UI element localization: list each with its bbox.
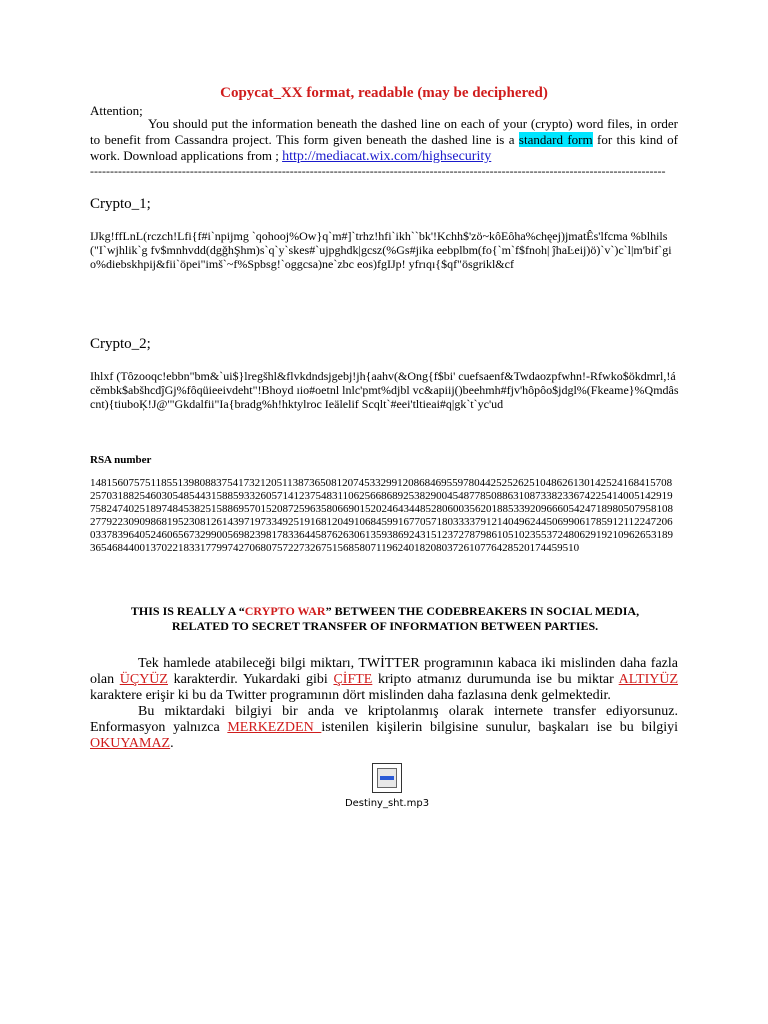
tr-p2-a: Bu miktardaki bilgiyi bir anda ve kriptolanmış olarak internete transfer ediyorsunuz. Enformasyon yalnızca (90, 704, 678, 735)
attention-label: Attention; (90, 103, 143, 118)
crypto2-label: Crypto_2; (90, 336, 151, 352)
tr-word-cifte: ÇİFTE (333, 672, 373, 687)
tr-p1-a: Tek hamlede atabileceği bilgi miktarı, TWİTTER programının kabaca iki mislinden daha fazla olan (90, 656, 678, 687)
war-highlight: CRYPTO WAR (244, 604, 326, 618)
tr-p2-b: istenilen kişilerin bilgisine sunulur, başkaları ise bu bilgiyi (321, 720, 679, 735)
rsa-number: 1481560757511855139808837541732120511387365081207453329912086846955978044252526251048626130142524168415708257031882546030548544315885933260571412375483110625668689253829004548778508863108733823367422541400514291975824740251897484538251588695701520872596358066901520246434485280600356201885339209666054247189805079581082779223090986819523081261439719733492519168120491068459916770571803333791214049624450699061785912112247206033783964052460656732990056982398178336445876263061359386924315123727879861051023553724806291921096265318936546844001370221833177997427068075722732675156858071196240182080372610776428520174459510 (90, 477, 673, 554)
crypto1-text: IJkg!ffLnL(rczch!Lfi{f#i`npijmg `qohooj%Ow}q`m#]`trhz!hfi`ikh``bk'!Kchh$'zö~kôEôha%chęej)jmatÊs'lfcma %blhils("I`wjhlik`g fv$mnhvdd(dgǧhŞhm)s`q`y`skes#`ujpghdk|gcsz(%Gs#jika eebplbm(fo{`m`f$fnoh| ĵhaĿeij)ö)`v`)c`l|m'bif`gio%diebskhpij&fii`öpei"imš`~f%Spbsg!`oggcsa)ne`zbc eos)fgIJp! yfrıqı{$qf"ösgrikl&cf (90, 229, 672, 271)
turkish-paragraph-2 (90, 704, 678, 752)
tr-p1-d: karaktere erişir ki bu da Twitter programının dört mislinden daha fazlasına denk gelmektedir. (90, 688, 611, 703)
turkish-text (90, 656, 678, 752)
intro-paragraph (90, 116, 678, 165)
tr-p1-c: kripto atmanız durumunda ise bu miktar (372, 672, 619, 687)
document-title: Copycat_XX format, readable (may be deciphered) (220, 85, 548, 101)
rsa-label: RSA number (90, 454, 152, 466)
intro-text: You should put the information beneath the dashed line on each of your (crypto) word files, in order to benefit from Cassandra project. This form given beneath the dashed line is a (90, 116, 678, 147)
download-link[interactable]: http://mediacat.wix.com/highsecurity (282, 149, 492, 164)
dashed-separator: ------------------------------------------------------------------------------------------------------------------------------------------------ (90, 164, 666, 178)
turkish-paragraph-1 (90, 656, 678, 704)
tr-p1-b: karakterdir. Yukardaki gibi (167, 672, 334, 687)
highlighted-standard-form: standard form (518, 132, 593, 147)
war-prefix: THIS IS REALLY A “ (130, 604, 245, 618)
war-suffix: ” BETWEEN THE CODEBREAKERS IN SOCIAL MEDIA, RELATED TO SECRET TRANSFER OF INFORMATION BETWEEN PARTIES. (171, 604, 640, 633)
tr-word-ucyuz: ÜÇYÜZ (119, 672, 168, 687)
audio-file-icon[interactable] (372, 763, 402, 793)
tr-word-okuyamaz: OKUYAMAZ (90, 736, 171, 751)
crypto2-text: Ihlxf (Tôzooqc!ebbn"bm&`ui$}lregšhl&flvkdndsjgebj!jh{aahv(&Ong{f$bi' cuefsaenf&Twdaozpfwhn!-Rfwko$ökdmrl,!ácěmbk$abšhcdĵGj%fôqüieeivdeht"!Bhoyd ıio#oetnl lnlc'pmt%djbl vc&apiij()beehmh#fjv'hôpôo$jdgl%(Fkeame}%Qmdâscnt){tiuboĶ!J@'"Gkdalfii"Ia{bradg%h!hktylroc Ieälelif Scqlt`#eei'tltieai#q|gk`t`yc'ud (90, 369, 679, 411)
tr-word-merkezden: MERKEZDEN (227, 720, 322, 735)
intro-text-after: for this kind of work. Download applications from ; (90, 132, 679, 163)
tr-word-altiyuz: ALTIYÜZ (618, 672, 679, 687)
tr-p2-c: . (170, 736, 174, 751)
embedded-audio-file[interactable] (332, 763, 442, 809)
attachment-filename[interactable]: Destiny_sht.mp3 (344, 798, 430, 809)
crypto-war-notice (120, 604, 650, 634)
crypto1-label: Crypto_1; (90, 196, 151, 212)
